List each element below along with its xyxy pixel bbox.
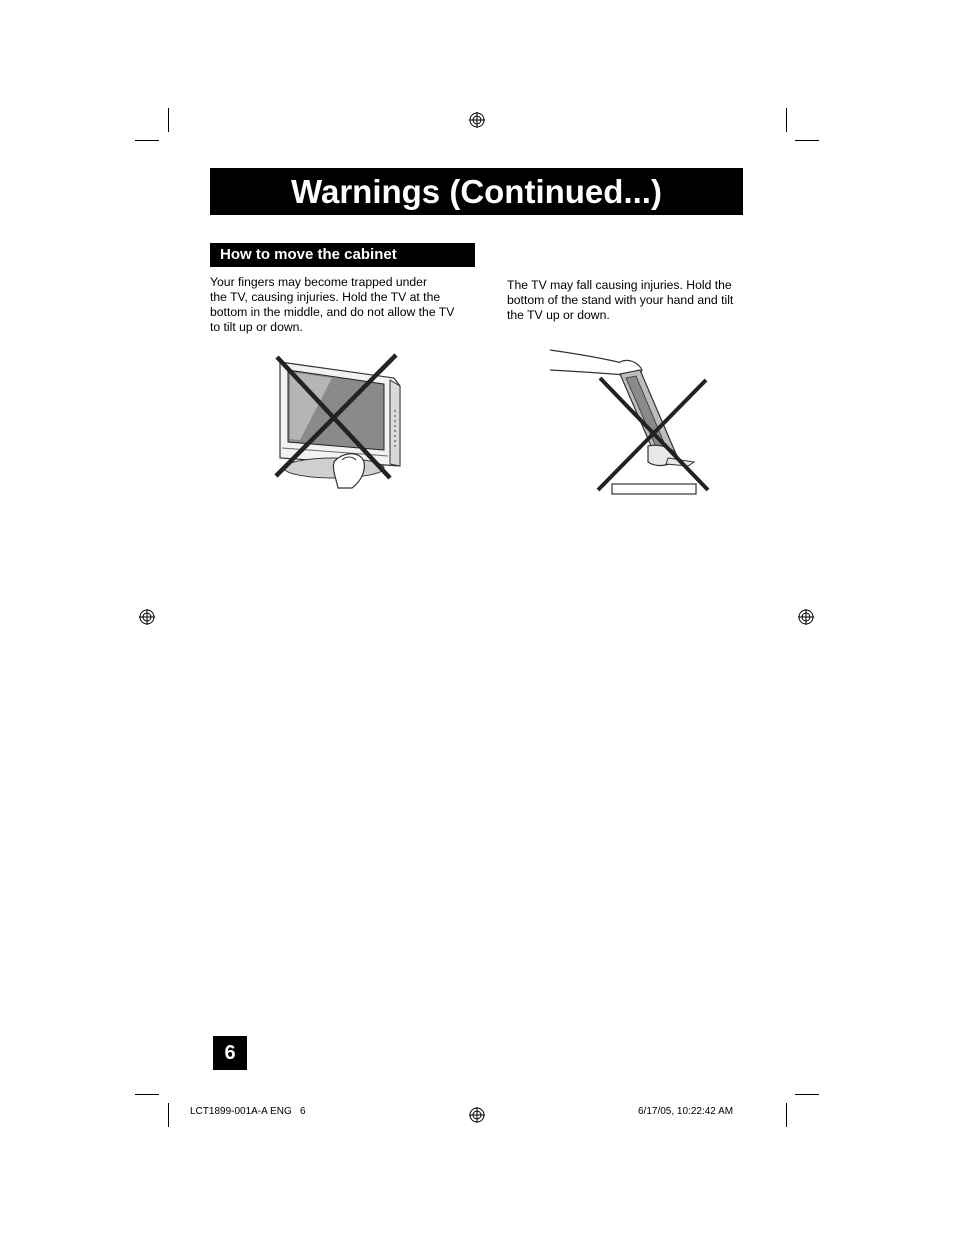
left-line-3: bottom in the middle, and do not allow the TV: [210, 305, 455, 319]
left-line-4: to tilt up or down.: [210, 320, 303, 334]
crop-mark-bottom-right-v: [786, 1103, 787, 1127]
crop-mark-bottom-left-h: [135, 1094, 159, 1095]
registration-mark-bottom-icon: [469, 1107, 485, 1123]
right-line-3: the TV up or down.: [507, 308, 610, 322]
crop-mark-top-right-h: [795, 140, 819, 141]
registration-mark-right-icon: [798, 609, 814, 625]
footer-timestamp: 6/17/05, 10:22:42 AM: [638, 1106, 734, 1117]
crop-mark-bottom-right-h: [795, 1094, 819, 1095]
page-title-text: Warnings (Continued...): [291, 172, 662, 210]
footer-file-info: LCT1899-001A-A ENG 6: [190, 1106, 306, 1117]
left-line-1: Your fingers may become trapped under: [210, 275, 428, 289]
right-line-1: The TV may fall causing injuries. Hold the: [507, 278, 732, 292]
crop-mark-bottom-left-v: [168, 1103, 169, 1127]
registration-mark-left-icon: [139, 609, 155, 625]
tv-wrong-grip-illustration: [272, 350, 407, 490]
tv-tilt-wrong-illustration: [548, 348, 713, 498]
crop-mark-top-right-v: [786, 108, 787, 132]
left-warning-text: [210, 275, 472, 335]
page-number: 6: [213, 1036, 247, 1070]
page-title: [210, 168, 743, 215]
section-heading: How to move the cabinet: [210, 243, 475, 267]
crop-mark-top-left-v: [168, 108, 169, 132]
right-line-2: bottom of the stand with your hand and tilt: [507, 293, 734, 307]
crop-mark-top-left-h: [135, 140, 159, 141]
registration-mark-top-icon: [469, 112, 485, 128]
right-warning-text: [507, 278, 747, 323]
left-line-2: the TV, causing injuries. Hold the TV at the: [210, 290, 441, 304]
